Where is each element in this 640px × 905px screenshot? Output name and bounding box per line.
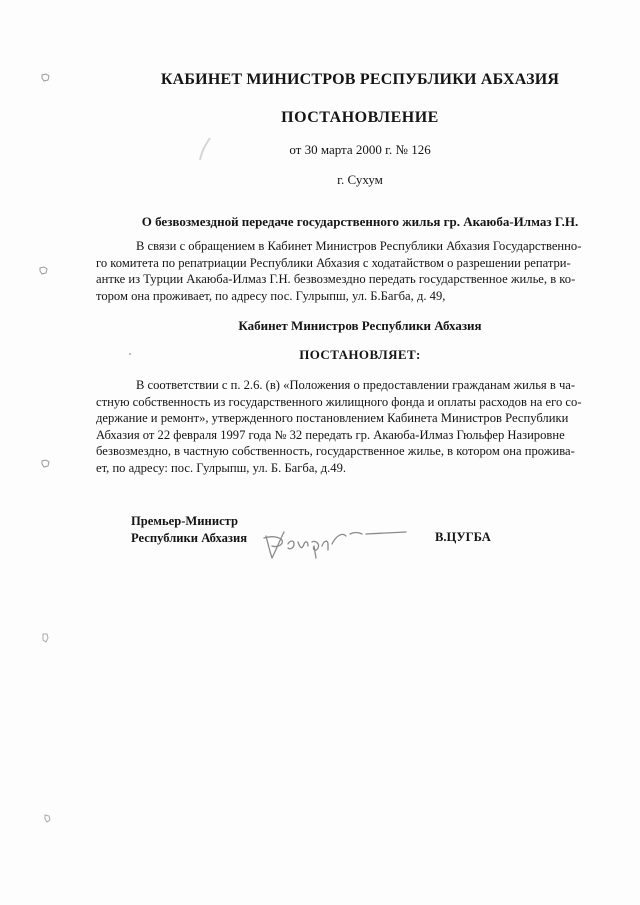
binder-hole-icon [42,813,54,825]
resolution-paragraph [96,377,600,476]
binder-hole-icon [40,458,52,470]
paragraph-line: Абхазия от 22 февраля 1997 года № 32 передать гр. Акаюба-Илмаз Гюльфер Назировне [96,427,565,442]
signer-title-line: Премьер-Министр [131,514,239,528]
resolves-heading: ПОСТАНОВЛЯЕТ: [299,347,421,362]
signer-name: В.ЦУГБА [435,530,491,544]
ministry-title: КАБИНЕТ МИНИСТРОВ РЕСПУБЛИКИ АБХАЗИЯ [160,71,560,88]
paragraph-line: антке из Турции Акаюба-Илмаз Г.Н. безвозмездно передать государственное жилье, в ко- [96,272,576,286]
paragraph-line: ет, по адресу: пос. Гулрыпш, ул. Б. Багба, д.49. [96,460,347,475]
handwritten-signature-icon [258,514,408,564]
paragraph-line: тором она проживает, по адресу пос. Гулрыпш, ул. Б.Багба, д. 49, [96,288,446,303]
paragraph-line: В соответствии с п. 2.6. (в) «Положения о предоставлении гражданам жилья в ча- [136,378,576,392]
paragraph-line: безвозмездно, в частную собственность, государственное жилье, в котором она прожива- [96,444,575,458]
signer-title-line: Республики Абхазия [131,531,248,545]
binder-hole-icon [38,265,50,277]
document-subject: О безвозмездной передаче государственного жилья гр. Акаюба-Илмаз Г.Н. [141,214,579,229]
paragraph-line: держание и ремонт», утвержденного постановлением Кабинета Министров Республики [96,411,569,425]
date-and-number: от 30 марта 2000 г. № 126 [289,142,431,157]
paragraph-line: го комитета по репатриации Республики Абхазия с ходатайством о разрешении репатри- [96,255,571,270]
paragraph-line: В связи с обращением в Кабинет Министров Республики Абхазия Государственно- [136,239,582,253]
paragraph-line: стную собственность из государственного жилищного фонда и оплаты расходов на его со- [96,394,582,409]
document-type: ПОСТАНОВЛЕНИЕ [281,109,439,126]
issue-city: г. Сухум [337,172,383,187]
issuing-body-heading: Кабинет Министров Республики Абхазия [238,318,482,333]
binder-hole-icon [40,632,52,644]
signer-title [131,513,247,547]
preamble-paragraph [96,238,600,304]
